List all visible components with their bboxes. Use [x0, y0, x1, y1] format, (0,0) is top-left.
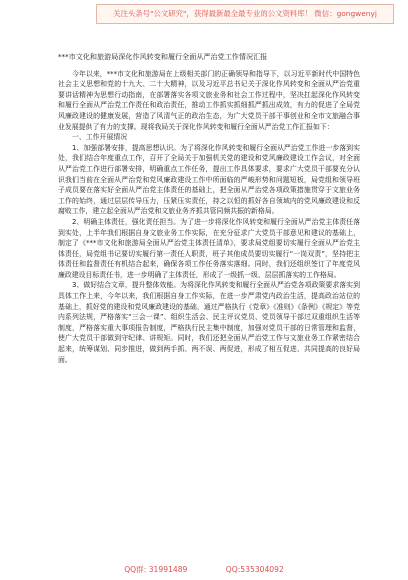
footer-contact — [0, 565, 408, 575]
section-heading: 一、工作开展情况 — [72, 133, 128, 142]
qq-group-label: QQ群: 31991489 — [124, 565, 188, 574]
document-body — [58, 52, 360, 365]
body-paragraph: 3、做好结合文章，提升整体效能。为将深化作风转变和履行全面从严治党各项政策要求落实到具体工作上来，今年以来，我们根据自身工作实际，在进一步严肃党内政治生活，提高政治站位的基础上，抓好党的建设和党风廉政建设的基础，通过严格执行《党章》《准则》《条例》《规定》等党内系列法规，严格落实“三会一课”、组织生活会、民主评议党员、党员领导干部过双重组织生活等制度，严格落实重大事项报告制度，严格执行民主集中制度，加强对党员干部的日常管理和监督，使广大党员干部做到守纪律、讲规矩。同时，我们还把全面从严治党工作与文旅业务工作紧密结合起来，统筹谋划、同步推进，做到两手抓、两不误、两促进，形成了相互促进、共同提高的良好局面。 — [58, 281, 360, 364]
body-paragraph: 2、明确主体责任，强化责任担当。为了进一步将深化作风转变和履行全面从严治党主体责任落到实处，上半年我们根据自身文旅业务工作实际，在充分征求广大党员干部意见和建议的基础上，制定了《***市文化和旅游局全面从严治党主体责任清单》，要求局党组要切实履行全面从严治党主体责任，局党组书记要切实履行第一责任人职责，班子其他成员要切实履行“一岗双责”，坚持把主体责任和监督责任有机结合起来，确保各项工作任务落实落细。同时，我们还组织签订了年度党风廉政建设目标责任书，进一步明确了主体责任，形成了一级抓一级、层层抓落实的工作格局。 — [58, 217, 360, 279]
promo-banner: 关注头条号"公文研究"，获得最新最全最专业的公文资料库！ 微信：gongwenyj — [96, 4, 394, 24]
body-paragraph: 1、加强部署安排，提高思想认识。为了将深化作风转变和履行全面从严治党工作进一步落到实处，我们结合年度重点工作，召开了全局关于加强机关党的建设和党风廉政建设工作会议，对全面从严治党工作进行部署安排，明确重点工作任务，提出工作具体要求，要求广大党员干部要充分认识我们当前在全面从严治党和党风廉政建设工作中所面临的严峻形势和问题短板，局党组和领导班子成员要在落实好全面从严治党主体责任的基础上，把全面从严治党各项政策措施贯穿于文旅业务工作的始终，通过层层传导压力，压紧压实责任，持之以恒的抓好各自领域内的党风廉政建设和反腐败工作，建立起全面从严治党和文旅业务齐抓共管同频共振的新格局。 — [58, 143, 360, 216]
intro-paragraph: 今年以来，***市文化和旅游局在上级相关部门的正确领导和指导下，以习近平新时代中国特色社会主义思想和党的十九大、二十大精神，以及习近平总书记关于深化作风转变和全面从严治党重要讲话精神为思想行动指南，在部署落实各项文旅业务和社会工作过程中，坚决扛起深化作风转变和履行全面从严治党工作责任和政治责任，推动工作抓实抓细抓严抓出成效，有力的促进了全局党风廉政建设的健康发展，营造了风清气正的政治生态，为广大党员干部干事创业和全市文旅融合事业发展提供了有力的支撑。现将我局关于深化作风转变和履行全面从严治党工作汇报如下： — [58, 69, 360, 131]
document-title: ***市文化和旅游局深化作风转变和履行全面从严治党工作情况汇报 — [58, 52, 268, 61]
qq-label: QQ:535304092 — [225, 565, 284, 574]
